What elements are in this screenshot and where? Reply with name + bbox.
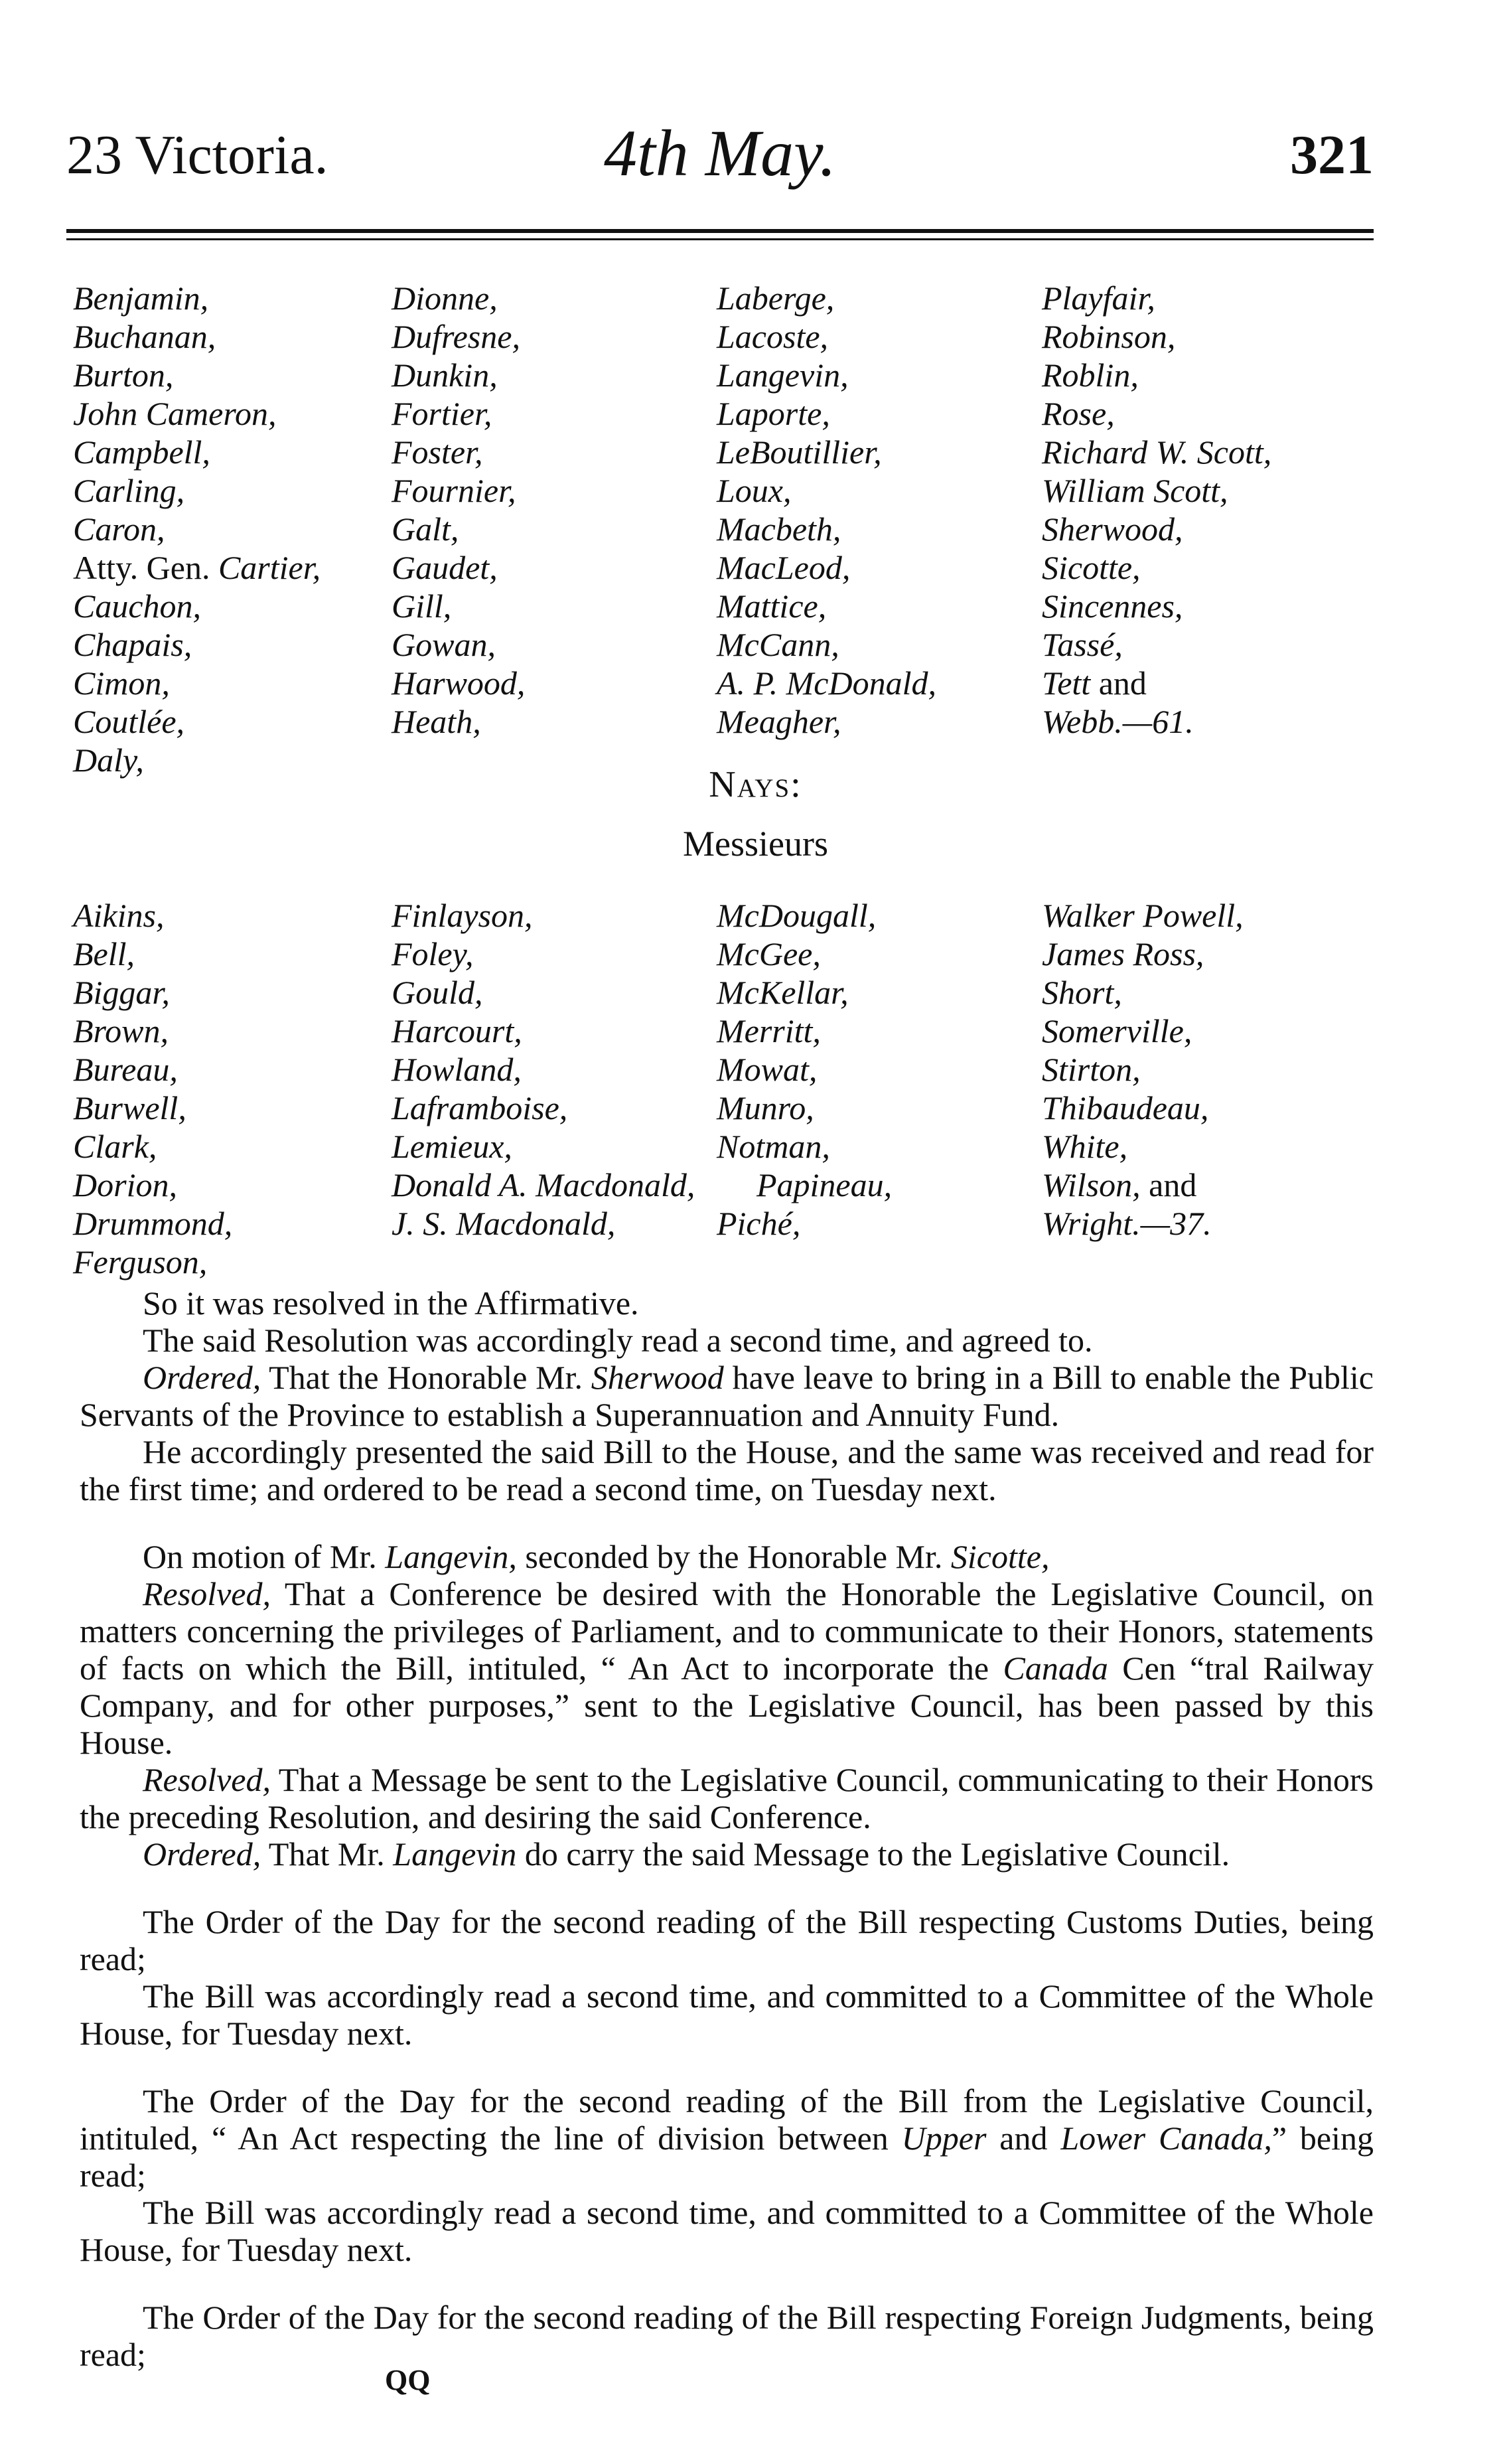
list-item: Bureau,: [73, 1051, 178, 1088]
list-item: McGee,: [717, 935, 821, 972]
list-item: Laporte,: [717, 395, 830, 432]
ayes-column-2: [392, 279, 525, 741]
list-item: Dionne,: [392, 279, 498, 317]
list-item: Wright.—37.: [1042, 1205, 1212, 1242]
list-item: Biggar,: [73, 974, 170, 1011]
list-item: Gill,: [392, 587, 452, 625]
list-item: Clark,: [73, 1128, 157, 1165]
list-item: Somerville,: [1042, 1012, 1192, 1049]
list-item: J. S. Macdonald,: [392, 1205, 616, 1242]
nays-column-1: [73, 896, 232, 1281]
list-item: Macbeth,: [717, 510, 841, 548]
list-item: Foley,: [392, 935, 474, 972]
paragraph: The Order of the Day for the second reading of the Bill from the Legislative Council, intituled, “ An Act respecting the line of division between Upper and Lower Canada,” being read;: [80, 2082, 1374, 2194]
and-word: and: [1149, 1166, 1197, 1203]
paragraph: Ordered, That Mr. Langevin do carry the said Message to the Legislative Council.: [143, 1835, 1230, 1873]
page-header: [66, 116, 1374, 196]
signature-mark: QQ: [385, 2364, 431, 2396]
list-item: Dorion,: [73, 1166, 177, 1203]
list-item: Lacoste,: [717, 318, 829, 355]
nays-column-2: [392, 896, 695, 1243]
list-item: Harcourt,: [392, 1012, 522, 1049]
regnal-year: 23 Victoria.: [66, 124, 328, 186]
list-item: Papineau,: [756, 1166, 893, 1203]
nays-column-4: [1042, 896, 1244, 1243]
paragraph: On motion of Mr. Langevin, seconded by the Honorable Mr. Sicotte,: [143, 1538, 1050, 1575]
paragraph: Resolved, That a Conference be desired with the Honorable the Legislative Council, on matters concerning the privileges of Parliament, and to communicate to their Honors, statements of facts on which the Bill, intituled, “ An Act to incorporate the Canada Cen “tral Railway Company, and for other purposes,” sent to the Legislative Council, has been passed by this House.: [80, 1575, 1374, 1761]
list-item: Gould,: [392, 974, 483, 1011]
journal-body: [80, 1284, 1374, 2373]
list-item: McKellar,: [717, 974, 849, 1011]
list-item: Roblin,: [1042, 356, 1139, 394]
list-item: Gowan,: [392, 626, 496, 663]
paragraph: The Order of the Day for the second reading of the Bill respecting Customs Duties, being read;: [80, 1903, 1374, 1977]
list-item: Carling,: [73, 472, 185, 509]
list-item: Piché,: [717, 1205, 801, 1242]
list-item: Langevin,: [717, 356, 849, 394]
list-item: Dunkin,: [392, 356, 498, 394]
list-item: Ferguson,: [73, 1243, 208, 1280]
list-item: Dufresne,: [392, 318, 520, 355]
paragraph: He accordingly presented the said Bill to the House, and the same was received and read for the first time; and ordered to be read a second time, on Tuesday next.: [80, 1433, 1374, 1507]
list-item: Donald A. Macdonald,: [392, 1166, 695, 1203]
list-item: Munro,: [717, 1089, 814, 1126]
list-item: Rose,: [1042, 395, 1115, 432]
list-item: Loux,: [717, 472, 792, 509]
list-item: Fortier,: [392, 395, 492, 432]
list-item: Meagher,: [717, 703, 841, 740]
list-item: McCann,: [717, 626, 839, 663]
page-number: 321: [1290, 124, 1374, 186]
list-item: Cauchon,: [73, 587, 202, 625]
list-item: Merritt,: [717, 1012, 821, 1049]
list-item: Richard W. Scott,: [1042, 433, 1272, 471]
list-item: Daly,: [73, 741, 144, 779]
list-item: Heath,: [392, 703, 481, 740]
list-item: Buchanan,: [73, 318, 216, 355]
list-item: Campbell,: [73, 433, 210, 471]
list-item: Tassé,: [1042, 626, 1123, 663]
nays-column-3: [717, 896, 892, 1243]
list-item: Cimon,: [73, 664, 170, 702]
paragraph: The Bill was accordingly read a second time, and committed to a Committee of the Whole House, for Tuesday next.: [80, 2194, 1374, 2268]
list-item: Caron,: [73, 510, 165, 548]
list-item: Benjamin,: [73, 279, 209, 317]
list-item: Burwell,: [73, 1089, 186, 1126]
list-item: Mattice,: [717, 587, 827, 625]
paragraph: So it was resolved in the Affirmative.: [143, 1284, 639, 1322]
paragraph: The said Resolution was accordingly read a second time, and agreed to.: [143, 1322, 1093, 1359]
page-date: 4th May.: [604, 116, 836, 190]
list-item: Playfair,: [1042, 279, 1155, 317]
list-item: LeBoutillier,: [717, 433, 882, 471]
header-rule-thin: [66, 238, 1374, 240]
list-item: Walker Powell,: [1042, 897, 1244, 934]
list-item: Bell,: [73, 935, 135, 972]
list-item: Webb.—61.: [1042, 703, 1194, 740]
list-item: Brown,: [73, 1012, 169, 1049]
list-item: McDougall,: [717, 897, 877, 934]
messieurs-heading: Messieurs: [683, 824, 828, 864]
list-item: Drummond,: [73, 1205, 233, 1242]
header-rule-thick: [66, 229, 1374, 233]
attorney-general-prefix: Atty. Gen.: [73, 549, 210, 586]
list-item: James Ross,: [1042, 935, 1204, 972]
and-word: and: [1098, 664, 1147, 702]
paragraph: The Order of the Day for the second reading of the Bill respecting Foreign Judgments, being read;: [80, 2299, 1374, 2373]
list-item: Lemieux,: [392, 1128, 512, 1165]
list-item: Harwood,: [392, 664, 526, 702]
list-item: Burton,: [73, 356, 174, 394]
list-item: MacLeod,: [717, 549, 851, 586]
list-item: Aikins,: [73, 897, 165, 934]
list-item: Fournier,: [392, 472, 516, 509]
list-item: White,: [1042, 1128, 1128, 1165]
list-item: Finlayson,: [392, 897, 533, 934]
list-item: Sincennes,: [1042, 587, 1183, 625]
ayes-column-3: [717, 279, 936, 741]
list-item: Wilson, and: [1042, 1166, 1197, 1203]
list-item: Laframboise,: [392, 1089, 568, 1126]
list-item: Atty. Gen. Cartier,: [73, 549, 321, 586]
list-item: Laberge,: [717, 279, 835, 317]
paragraph: Ordered, That the Honorable Mr. Sherwood have leave to bring in a Bill to enable the Public Servants of the Province to establish a Superannuation and Annuity Fund.: [80, 1359, 1374, 1433]
list-item: Short,: [1042, 974, 1122, 1011]
list-item: Coutlée,: [73, 703, 185, 740]
list-item: Howland,: [392, 1051, 522, 1088]
ayes-column-1: [73, 279, 321, 779]
list-item: A. P. McDonald,: [717, 664, 936, 702]
list-item: William Scott,: [1042, 472, 1228, 509]
list-item: Gaudet,: [392, 549, 498, 586]
list-item: John Cameron,: [73, 395, 277, 432]
list-item: Chapais,: [73, 626, 192, 663]
list-item: Stirton,: [1042, 1051, 1141, 1088]
list-item: Thibaudeau,: [1042, 1089, 1209, 1126]
list-item: Notman,: [717, 1128, 830, 1165]
list-item: Galt,: [392, 510, 459, 548]
list-item: Robinson,: [1042, 318, 1176, 355]
paragraph: The Bill was accordingly read a second time, and committed to a Committee of the Whole House, for Tuesday next.: [80, 1977, 1374, 2052]
list-item: Sherwood,: [1042, 510, 1183, 548]
list-item: Mowat,: [717, 1051, 818, 1088]
list-item: Tett and: [1042, 664, 1147, 702]
list-item: Foster,: [392, 433, 483, 471]
paragraph: Resolved, That a Message be sent to the Legislative Council, communicating to their Honors the preceding Resolution, and desiring the said Conference.: [80, 1761, 1374, 1835]
nays-heading: Nays:: [709, 764, 802, 805]
list-item: Sicotte,: [1042, 549, 1141, 586]
ayes-column-4: [1042, 279, 1271, 741]
